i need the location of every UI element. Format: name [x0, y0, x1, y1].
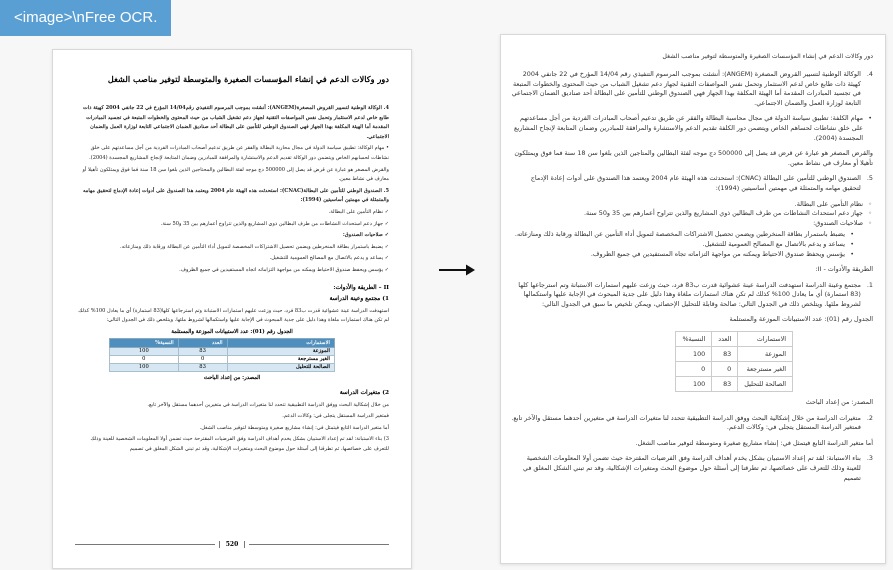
- table-cell: 100: [110, 347, 179, 355]
- paragraph-cnac: الصندوق الوطني للتأمين على البطالة (CNAC): استحدثت هذه الهيئة عام 2004 ويعتمد هذا الصندوق على أدوات إعادة الإدماج لتحقيق مهامه والمتمثلة في مهمتين أساسيتين (1994):: [530, 174, 861, 192]
- table-cell: الغير مسترجعة: [738, 362, 793, 377]
- sub-item: ◦ نظام التأمين على البطالة.: [511, 200, 873, 210]
- bullet-item: • مهام الكلفة: تطبيق سياسة الدولة في مجال محاسبة البطالة والفقر عن طريق تدعيم أصحاب المبادرات الفردية من أجل مساعدتهم على خلق نشاطات لحساهم الخاص ويتضمن دور الكلفة تقديم الدعم والاستشارة والمرافقة للمبادرين وضمان المتابعة لإنجاح المشاريع المجسدة (2004).: [511, 114, 873, 143]
- check-item: ✓ يؤسس ويحفظ صندوق الاحتياط ويمكنه من مواجهة التزاماته اتجاه المستفيدين في جميع الظروف.: [179, 266, 389, 273]
- running-head: دور وكالات الدعم في إنشاء المؤسسات الصغيرة والمتوسطة لتوفير مناصب الشغل: [662, 53, 873, 60]
- subsection-heading: 2) متغيرات الدراسة: [339, 389, 389, 396]
- paragraph-tool: 3) بناء الاستبانة: لقد تم إعداد الاستبيان بشكل يخدم أهداف الدراسة وفق الفرضيات المقترحة حيث تضمن أولا المعلومات الشخصية للعينة وذلك للتعرف على خصائصها، ثم تطرقنا إلى أسئلة حول موضوع البحث ومتغيرات الإشكالية، وقد تم تبني الشكل المغلق في تصميم: [90, 436, 389, 453]
- table-header-cell: الاستمارات: [738, 332, 793, 347]
- paragraph-sample: مجتمع وعينة الدراسة استهدفت الدراسة عينة عشوائية قدرت ب83 فرد، حيث وزعت عليهم استمارات الاستبانة وتم استرجاعها كلها (83 استمارة) أي ما يعادل 100% كذلك لم تكن هناك استمارات ملغاة وهذا دليل على جدية المبحوث في الإجابة عليها واستكمالها لشروط ملئها. ويتلخص ذلك في الجدول التالي: صالحة وقابلة للتحليل الإحصائي، ويمكن تلخيص ما سبق في الجدول التالي:: [518, 280, 861, 308]
- list-item: [511, 70, 873, 108]
- questionnaire-table: [109, 338, 335, 372]
- item-number: 1.: [866, 280, 873, 289]
- list-item: [511, 454, 873, 483]
- bullet-list: [511, 114, 873, 143]
- table-cell: 83: [178, 363, 227, 371]
- table-cell: 83: [178, 347, 227, 355]
- table-cell: الموزعة: [738, 347, 793, 362]
- table-header-cell: النسبة%: [676, 332, 712, 347]
- section-heading: II – الطريقة والأدوات:: [333, 284, 389, 291]
- paragraph-independent: فمتغير الدراسة المستقل يتجلى في: وكالات الدعم.: [282, 413, 389, 420]
- table-cell: 83: [712, 377, 738, 392]
- check-item: ✓ نظام التأمين على البطالة.: [328, 208, 389, 215]
- paragraph-angem: الوكالة الوطنية لتسيير القروض المصغرة (ANGEM): أنشئت بموجب المرسوم التنفيذي رقم 14/04 المؤرخ في 22 جانفي 2004 كهيئة ذات طابع خاص لدعم الاستثمار وتحمل نفس المواصفات التقنية لجهاز دعم تشغيل الشباب من حيث المحتوى والخطوات المتبعة في تجسيد المبادرات المقدمة أما الهيئة المكلفة بهذا الجهاز فهي الصندوق الوطني للتأمين على البطالة أحد صناديق الضمان الاجتماعي التابعة لوزارة العمل والضمان الاجتماعي.: [511, 70, 861, 107]
- table-row: [676, 377, 793, 392]
- table-cell: 0: [712, 362, 738, 377]
- page-footer: [75, 538, 389, 550]
- check-item: ✓ صلاحيات الصندوق:: [342, 232, 389, 239]
- list-item: [511, 174, 873, 193]
- item-number: 5.: [866, 174, 873, 183]
- table-caption: الجدول رقم (01): عدد الاستبيانات الموزعة والمستلمة: [729, 315, 873, 324]
- check-item: ✓ يضبط باستمرار بطاقة المنخرطين ويضمن تحصيل الاشتراكات المخصصة لتمويل أداء التأمين عن البطالة ورقابة ذلك ومنازعاته.: [120, 243, 389, 250]
- table-cell: 0: [676, 362, 712, 377]
- table-header-row: [676, 332, 793, 347]
- paragraph-tool: بناء الاستبانة: لقد تم إعداد الاستبيان بشكل يخدم أهداف الدراسة وفق الفرضيات المقترحة حيث تضمن أولا المعلومات الشخصية للعينة وذلك للتعرف على خصائصها، ثم تطرقنا إلى أسئلة حول موضوع البحث ومتغيرات الإشكالية، وقد تم تبني الشكل المغلق في تصميم: [523, 454, 861, 482]
- item-number: 3.: [866, 454, 873, 463]
- table-row: [110, 347, 335, 355]
- table-cell: الغير مسترجعة: [227, 355, 334, 363]
- table-header-row: [110, 338, 335, 347]
- table-row: [676, 347, 793, 362]
- nested-item: • يضبط باستمرار بطاقة المنخرطين ويضمن تحصيل الاشتراكات المخصصة لتمويل أداء التأمين عن البطالة ورقابة ذلك ومنازعاته.: [511, 230, 855, 240]
- sub-list: [511, 200, 873, 229]
- questionnaire-table: [675, 331, 793, 392]
- paragraph-variables: من خلال إشكالية البحث ووفق الدراسة التطبيقية تتحدد لنا متغيرات الدراسة في متغيرين أحدهما مستقل والآخر تابع.: [147, 401, 389, 408]
- item-number: 4.: [866, 70, 873, 78]
- right-arrow-icon: [438, 262, 476, 278]
- table-cell: 0: [178, 355, 227, 363]
- subsection-heading: 1) مجتمع وعينة الدراسة: [329, 295, 389, 302]
- paragraph-dependent: أما متغير الدراسة التابع فيتمثل في: إنشاء مشاريع صغيرة ومتوسطة لتوفير مناصب الشغل.: [199, 424, 389, 431]
- source-document-page: [52, 49, 412, 569]
- paragraph-agency-tasks: • مهام الوكالة: تطبيق سياسة الدولة في مجال محاربة البطالة والفقر عن طريق تدعيم أصحاب المبادرات الفردية من أجل مساعدتهم على خلق نشاطات لحسابهم الخاص ويتضمن دور الوكالة تقديم الدعم والاستشارة والمرافقة للمبادرين وضمان المتابعة لإنجاح المشاريع المجسدة (2004).: [89, 145, 389, 161]
- table-row: [676, 362, 793, 377]
- paragraph-variables: متغيرات الدراسة من خلال إشكالية البحث ووفق الدراسة التطبيقية تتحدد لنا متغيرات الدراسة في متغيرين أحدهما مستقل والآخر تابع. فمتغير الدراسة المستقل يتجلى في: وكالات الدعم.: [511, 413, 861, 432]
- sub-item: ◦ جهاز دعم استحداث النشاطات من طرف البطالين ذوي المشاريع والذين تتراوح أعمارهم بين 35 و50 سنة.: [511, 209, 873, 219]
- page-title: دور وكالات الدعم في إنشاء المؤسسات الصغيرة والمتوسطة لتوفير مناصب الشغل: [107, 74, 389, 84]
- table-header-cell: الاستمارات: [227, 338, 334, 347]
- table-cell: الصالحة للتحليل: [738, 377, 793, 392]
- check-item: ✓ جهاز دعم استحداث النشاطات من طرف البطالين ذوي المشاريع والذين تتراوح أعمارهم بين 35 و50 سنة.: [160, 220, 389, 227]
- section-heading: الطريقة والأدوات - II:: [815, 265, 873, 274]
- sub-item: ◦ صلاحيات الصندوق:: [511, 219, 873, 229]
- nested-item: • يساعد و يدعم بالاتصال مع المصالح العمومية للتشغيل.: [511, 240, 855, 250]
- paragraph-micro-loan: والقرض المصغر هو عبارة عن قرض قد يصل إلى 500000 دج موجه لفئة البطالين والمحتاجين الذين بلغوا سن 18 سنة فما فوق ويمتلكون تأهيلا أو معارف في نشاط معين.: [82, 166, 389, 183]
- table-header-cell: العدد: [712, 332, 738, 347]
- table-header-cell: النسبة%: [110, 338, 179, 347]
- table-cell: 100: [110, 363, 179, 371]
- table-source: المصدر: من إعداد الباحث: [805, 398, 873, 407]
- table-cell: 100: [676, 377, 712, 392]
- footer-rule: [249, 544, 389, 545]
- table-header-cell: العدد: [178, 338, 227, 347]
- table-cell: 100: [676, 347, 712, 362]
- list-item: [511, 414, 873, 433]
- table-row: [110, 355, 335, 363]
- nested-item: • يؤسس ويحفظ صندوق الاحتياط ويمكنه من مواجهة التزاماته تجاه المستفيدين في جميع الظروف.: [511, 250, 855, 260]
- item-number: 2.: [866, 413, 873, 422]
- footer-rule: [75, 544, 215, 545]
- prompt-badge: <image>\nFree OCR.: [0, 0, 171, 36]
- paragraph-micro-loan: والقرض المصغر هو عبارة عن قرض قد يصل إلى 500000 دج موجه لفئة البطالين والمتاجين الذين بلغوا سن 18 سنة فما فوق ويمتلكون تأهيلا أو معارف في نشاط معين.: [514, 149, 873, 167]
- table-cell: 0: [110, 355, 179, 363]
- paragraph-dependent: أما متغير الدراسة التابع فيتمثل في: إنشاء مشاريع صغيرة ومتوسطة لتوفير مناصب الشغل.: [635, 438, 873, 447]
- ocr-output-page: [500, 34, 886, 564]
- table-caption: الجدول رقم (01): عدد الاستبيانات الموزعة والمستلمة: [171, 328, 293, 335]
- check-item: ✓ يساعد و يدعم بالاتصال مع المصالح العمومية للتشغيل.: [269, 255, 389, 262]
- table-source: المصدر: من إعداد الباحث: [203, 374, 261, 381]
- table-cell: 83: [712, 347, 738, 362]
- paragraph-angem: 4. الوكالة الوطنية لتسيير القروض المصغرة(ANGEM): أنشئت بموجب المرسوم التنفيذي رقم14/04 المؤرخ في 22 جانفي 2004 كهيئة ذات طابع خاص لدعم الاستثمار وتحمل نفس المواصفات التقنية لجهاز دعم تشغيل الشباب من حيث المحتوى والخطوات المتبعة في تجسيد المبادرات المقدمة أما الهيئة المكلفة بهذا الجهاز فهي الصندوق الوطني للتأمين على البطالة أحد صناديق الضمان الاجتماعي التابعة لوزارة العمل والضمان الاجتماعي.: [83, 105, 389, 140]
- table-cell: الموزعة: [227, 347, 334, 355]
- table-cell: الصالحة للتحليل: [227, 363, 334, 371]
- page-number: 520: [219, 541, 246, 548]
- paragraph-cnac: 5. الصندوق الوطني للتأمين على البطالة(CNAC): استحدثت هذه الهيئة عام 2004 ويعتمد هذا الصندوق على أدوات إعادة الإدماج لتحقيق مهامه والمتمثلة في مهمتين أساسيتين (1994):: [82, 187, 389, 204]
- nested-list: [511, 230, 855, 259]
- list-item: [511, 281, 873, 310]
- paragraph-sample: استهدفت الدراسة عينة عشوائية قدرت ب83 فرد، حيث وزعت عليهم استمارات الاستبانة وتم استرجاعها كلها(83 استمارة) أي ما يعادل 100% كذلك لم تكن هناك استمارات ملغاة وهذا دليل على جدية المبحوث في الإجابة عليها واستكمالها لشروط ملئها. ويتلخص ذلك في الجدول التالي:: [78, 307, 389, 324]
- table-row: [110, 363, 335, 371]
